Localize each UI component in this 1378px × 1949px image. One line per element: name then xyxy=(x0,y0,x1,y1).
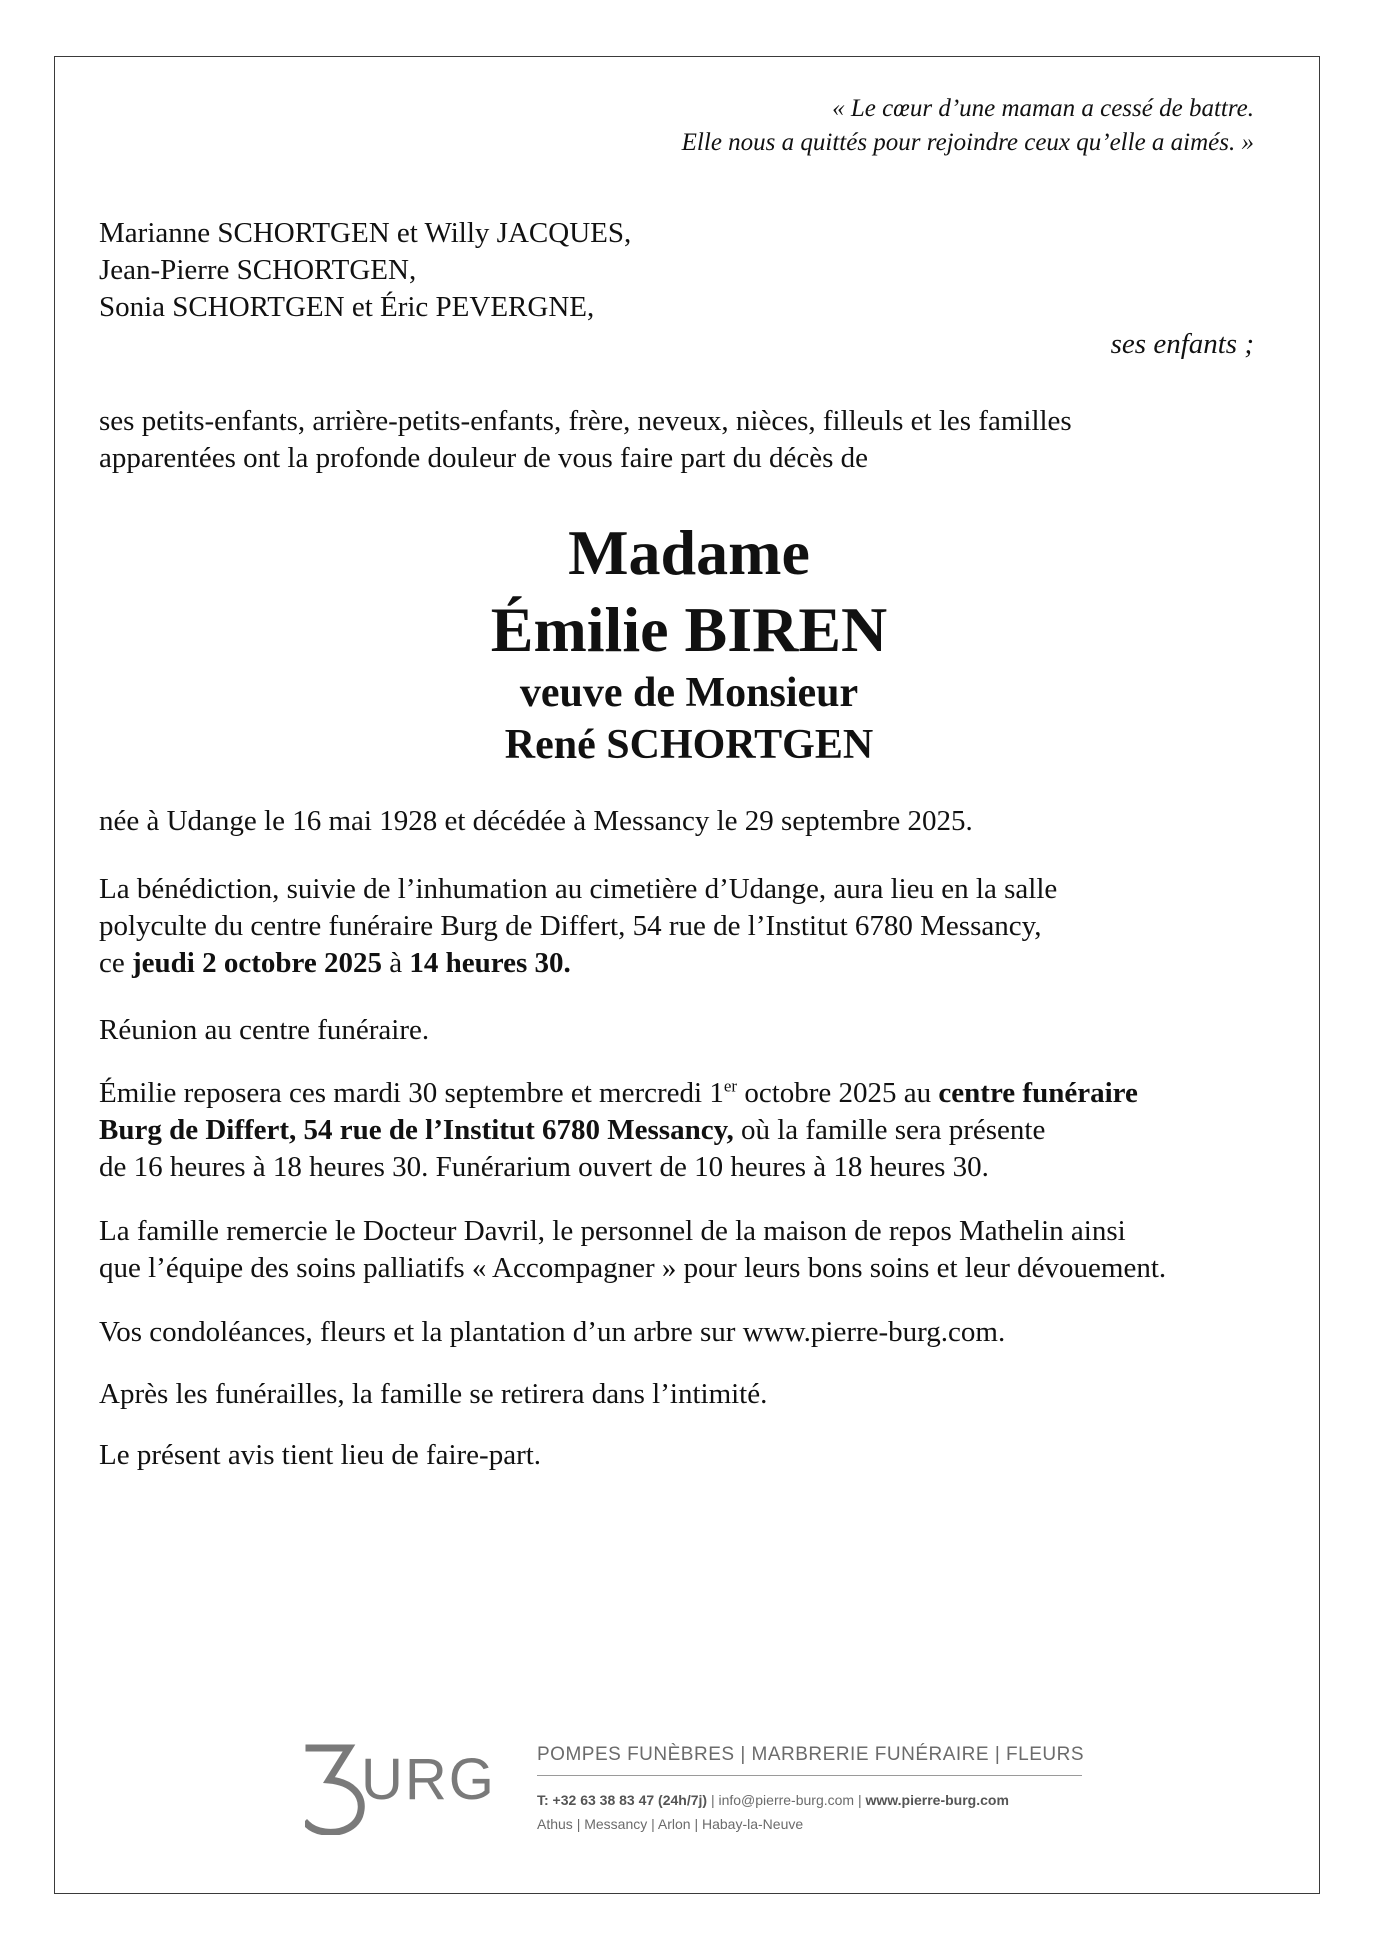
family-line-2: Jean-Pierre SCHORTGEN, xyxy=(99,254,417,286)
burg-logo-mark-icon xyxy=(305,1740,365,1835)
visitation-place-1: centre funéraire xyxy=(938,1077,1138,1109)
ceremony-date: jeudi 2 octobre 2025 xyxy=(132,947,382,979)
visitation-line-1-post: octobre 2025 au xyxy=(737,1077,939,1109)
visitation-line-2 xyxy=(99,1112,1299,1149)
family-line-1: Marianne SCHORTGEN et Willy JACQUES, xyxy=(99,217,632,249)
ceremony-line-3 xyxy=(99,945,1299,982)
ceremony-info xyxy=(99,871,1299,982)
burg-logo-text: URG xyxy=(361,1747,496,1812)
family-list xyxy=(99,215,1299,326)
quote-line-2: Elle nous a quittés pour rejoindre ceux qu’elle a aimés. » xyxy=(681,129,1254,156)
ceremony-line-3-pre: ce xyxy=(99,947,132,979)
footer-phone-hours: (24h/7j) xyxy=(658,1792,708,1808)
burg-logo xyxy=(305,1740,495,1835)
footer-contact xyxy=(537,1792,1009,1808)
visitation-line-1 xyxy=(99,1075,1299,1112)
deceased-name-block xyxy=(0,513,1378,771)
visitation-line-2-post: où la famille sera présente xyxy=(733,1114,1046,1146)
footer-phone: T: +32 63 38 83 47 xyxy=(537,1792,659,1808)
visitation-info xyxy=(99,1075,1299,1186)
announcement-line-2: apparentées ont la profonde douleur de vous faire part du décès de xyxy=(99,442,868,474)
thanks-line-1: La famille remercie le Docteur Davril, le personnel de la maison de repos Mathelin ainsi xyxy=(99,1215,1126,1247)
footer-divider xyxy=(537,1775,1082,1776)
visitation-line-1-pre: Émilie reposera ces mardi 30 septembre et mercredi 1 xyxy=(99,1077,724,1109)
family-line-3: Sonia SCHORTGEN et Éric PEVERGNE, xyxy=(99,291,595,323)
quote-line-1: « Le cœur d’une maman a cessé de battre. xyxy=(832,95,1254,122)
footer-locations: Athus | Messancy | Arlon | Habay-la-Neuve xyxy=(537,1816,804,1832)
epigraph-quote xyxy=(682,92,1254,160)
deceased-title: Madame xyxy=(568,517,810,588)
family-role: ses enfants ; xyxy=(1110,328,1254,360)
ceremony-line-2: polyculte du centre funéraire Burg de Differt, 54 rue de l’Institut 6780 Messancy, xyxy=(99,910,1042,942)
thanks-line-2: que l’équipe des soins palliatifs « Accompagner » pour leurs bons soins et leur dévouement. xyxy=(99,1252,1167,1284)
announcement xyxy=(99,403,1299,477)
condolences-info: Vos condoléances, fleurs et la plantation d’un arbre sur www.pierre-burg.com. xyxy=(99,1316,1006,1348)
ceremony-line-3-mid: à xyxy=(381,947,410,979)
birth-death-info: née à Udange le 16 mai 1928 et décédée à Messancy le 29 septembre 2025. xyxy=(99,805,973,837)
visitation-line-3: de 16 heures à 18 heures 30. Funérarium ouvert de 10 heures à 18 heures 30. xyxy=(99,1151,989,1183)
footer-website: www.pierre-burg.com xyxy=(865,1792,1009,1808)
visitation-ordinal: er xyxy=(723,1076,738,1096)
notice-info: Le présent avis tient lieu de faire-part. xyxy=(99,1439,542,1471)
deceased-name: Émilie BIREN xyxy=(490,594,888,665)
after-funeral-info: Après les funérailles, la famille se retirera dans l’intimité. xyxy=(99,1378,768,1410)
ceremony-time: 14 heures 30. xyxy=(409,947,571,979)
reunion-info: Réunion au centre funéraire. xyxy=(99,1014,430,1046)
deceased-spouse: René SCHORTGEN xyxy=(504,722,874,768)
deceased-relation: veuve de Monsieur xyxy=(519,670,859,716)
visitation-place-2: Burg de Differt, 54 rue de l’Institut 6780 Messancy, xyxy=(99,1114,734,1146)
ceremony-line-1: La bénédiction, suivie de l’inhumation au cimetière d’Udange, aura lieu en la salle xyxy=(99,873,1058,905)
thanks-info xyxy=(99,1213,1299,1287)
announcement-line-1: ses petits-enfants, arrière-petits-enfants, frère, neveux, nièces, filleuls et les familles xyxy=(99,405,1072,437)
footer-email: | info@pierre-burg.com | xyxy=(707,1792,866,1808)
footer-services: POMPES FUNÈBRES | MARBRERIE FUNÉRAIRE | FLEURS xyxy=(537,1744,1085,1765)
